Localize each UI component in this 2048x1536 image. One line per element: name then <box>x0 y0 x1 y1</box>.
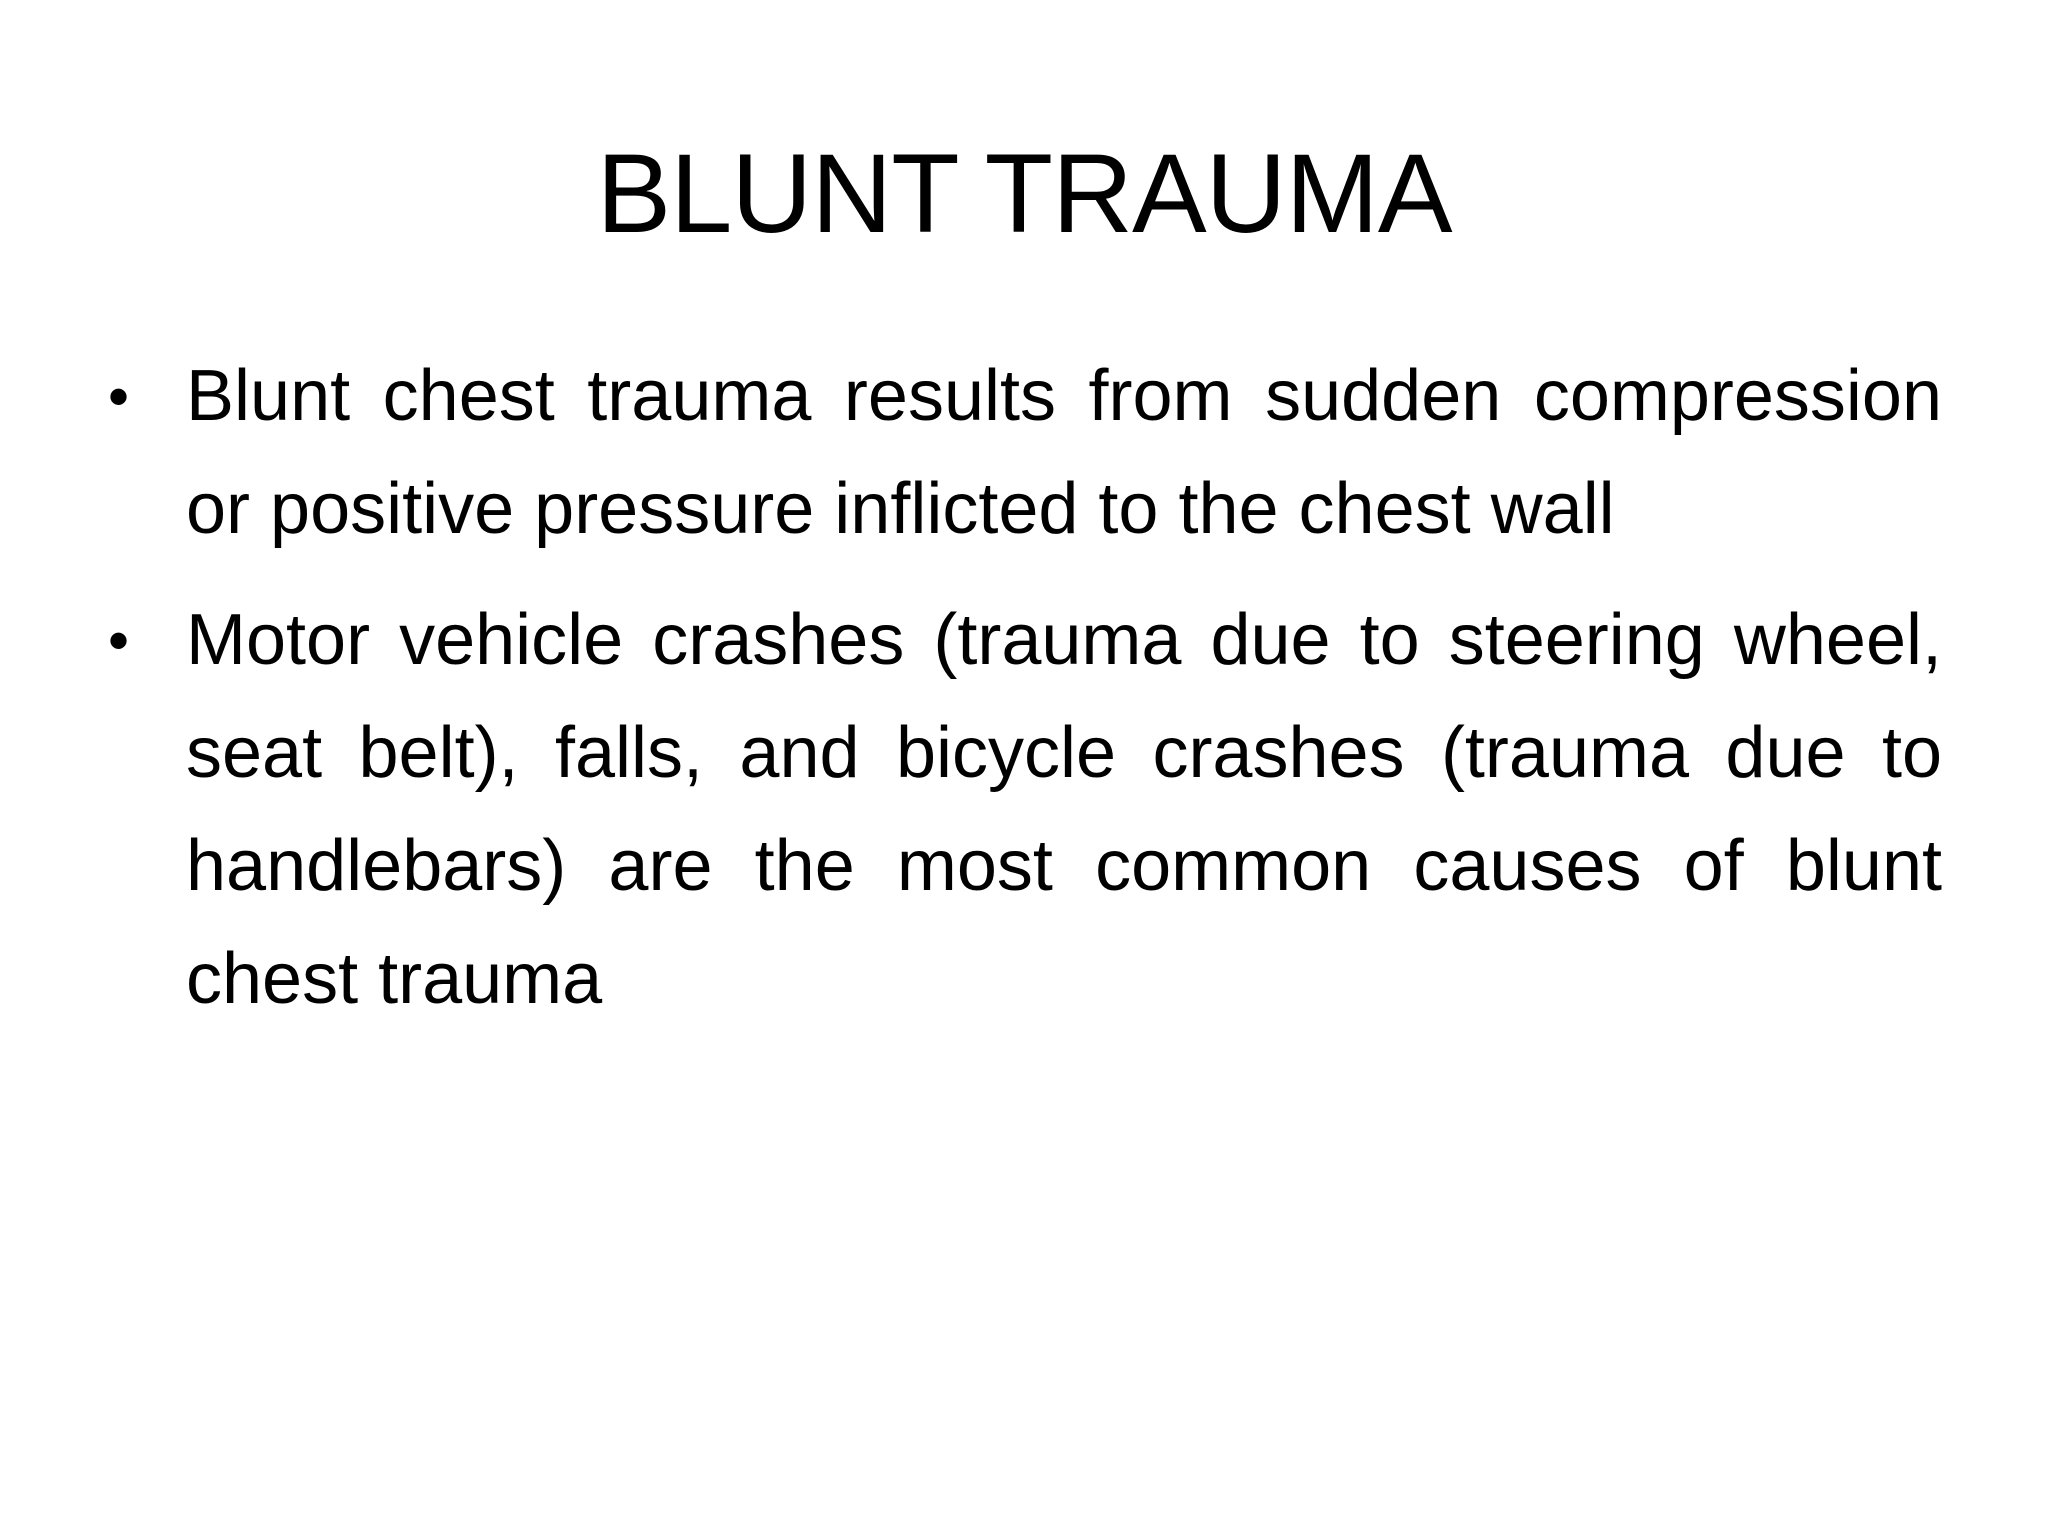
bullet-text: Blunt chest trauma results from sudden compression or positive pressure inflicted to the chest wall <box>186 356 1942 549</box>
slide-title: BLUNT TRAUMA <box>596 131 1452 256</box>
bullet-item <box>102 584 1942 1036</box>
bullet-icon: • <box>108 363 130 430</box>
bullet-item <box>102 340 1942 566</box>
bullet-text: Motor vehicle crashes (trauma due to steering wheel, seat belt), falls, and bicycle crashes (trauma due to handlebars) are the most common causes of blunt chest trauma <box>186 600 1942 1019</box>
bullet-list <box>102 340 1942 1054</box>
bullet-icon: • <box>108 607 130 674</box>
